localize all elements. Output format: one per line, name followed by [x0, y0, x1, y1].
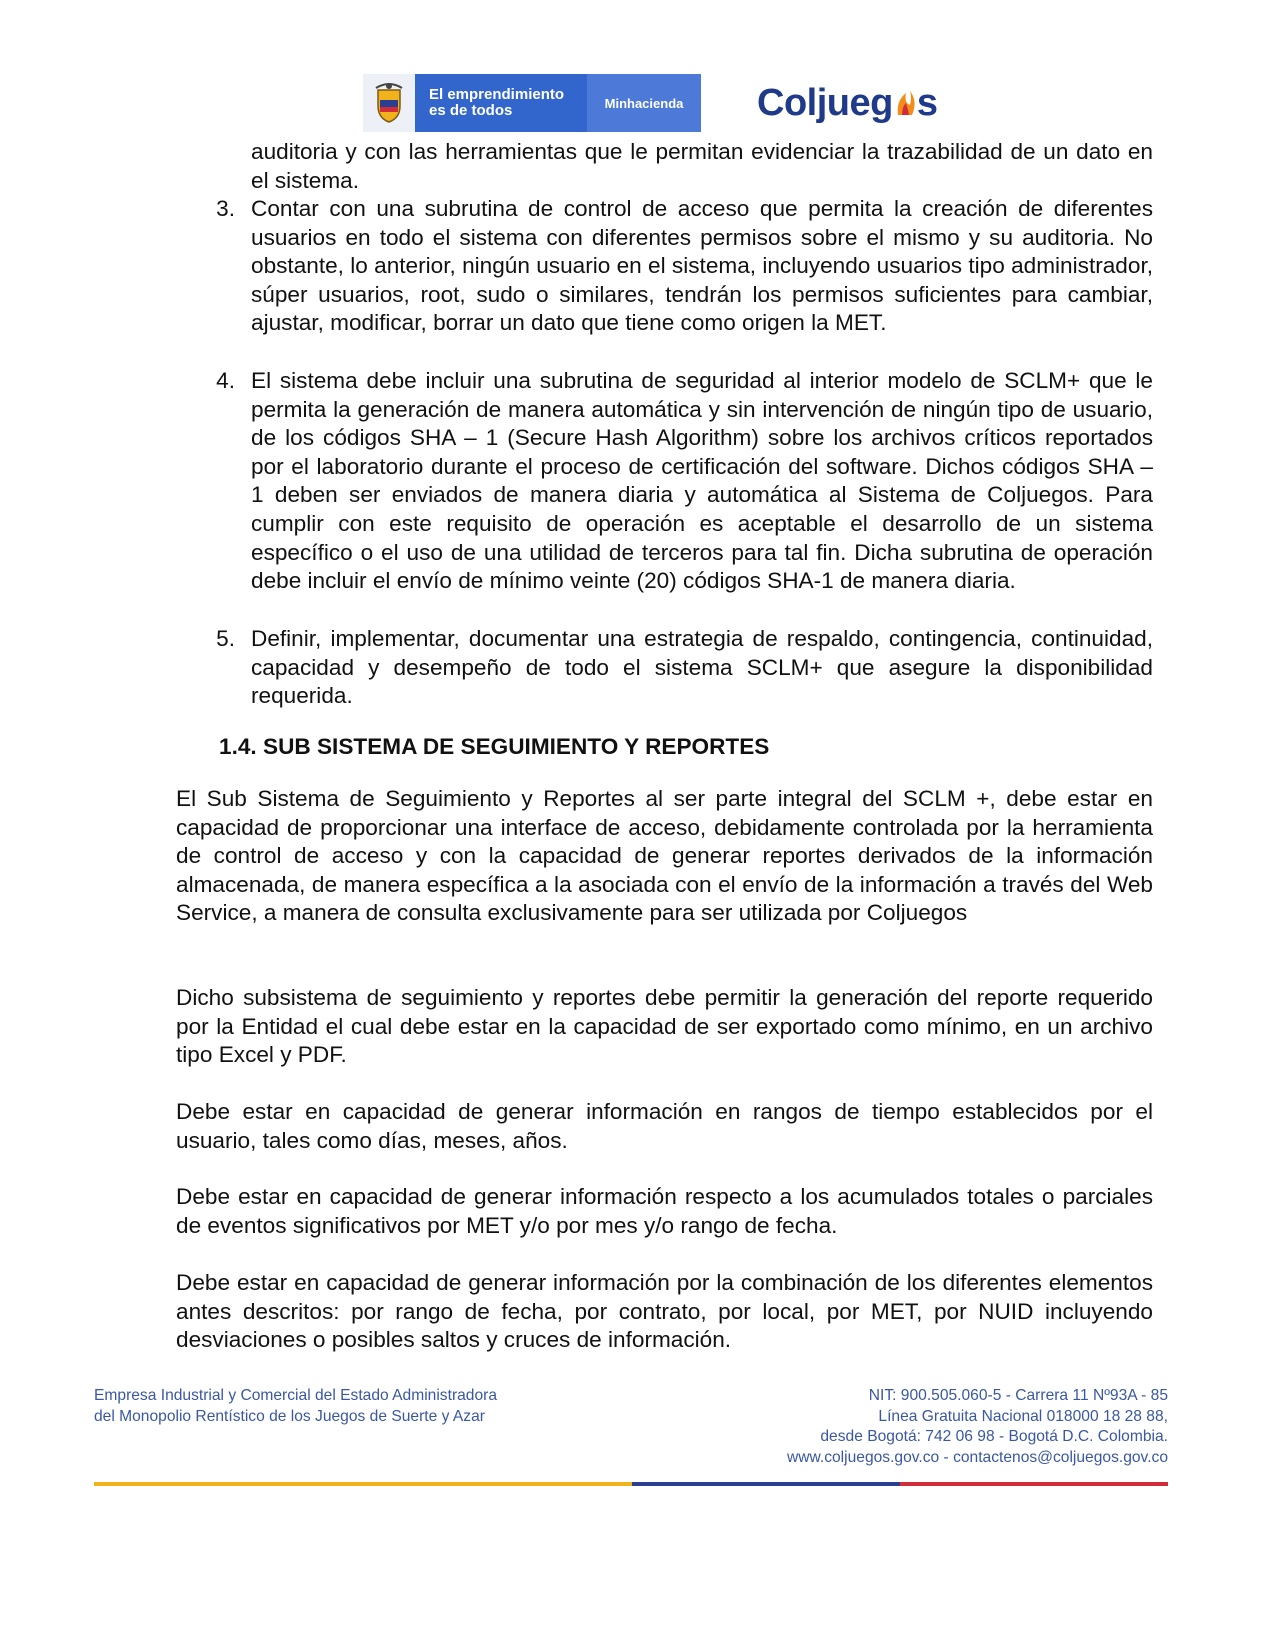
coat-of-arms-icon	[363, 74, 415, 132]
section-title: SUB SISTEMA DE SEGUIMIENTO Y REPORTES	[263, 734, 770, 759]
footer-bogota-phone: desde Bogotá: 742 06 98 - Bogotá D.C. Colombia.	[820, 1428, 1168, 1445]
brand-flame-icon	[894, 87, 916, 119]
footer-bar-yellow	[94, 1482, 632, 1486]
footer-web-email: www.coljuegos.gov.co - contactenos@coljuegos.gov.co	[786, 1448, 1168, 1466]
footer-bar-red	[900, 1482, 1168, 1486]
footer-nit-address: NIT: 900.505.060-5 - Carrera 11 Nº93A - 85	[868, 1387, 1168, 1404]
section-number: 1.4.	[219, 734, 257, 759]
motto-line-1: El emprendimiento	[429, 86, 565, 103]
list-item	[207, 195, 1153, 338]
body-paragraph: El Sub Sistema de Seguimiento y Reportes al ser parte integral del SCLM +, debe estar en capacidad de proporcionar una interface de acceso, debidamente controlada por la herramienta de control de acceso y con la capacidad de generar reportes derivados de la información almacenada, de manera específica a la asociada con el envío de la información a través del Web Service, a manera de consulta exclusivamente para ser utilizada por Coljuegos	[176, 786, 1153, 926]
list-item	[207, 367, 1153, 596]
footer-bar-blue	[632, 1482, 900, 1486]
motto-line-2: es de todos	[429, 102, 513, 119]
list-item-continuation: auditoria y con las herramientas que le permitan evidenciar la trazabilidad de un dato en el sistema.	[251, 139, 1153, 193]
body-paragraph: Dicho subsistema de seguimiento y reportes debe permitir la generación del reporte requerido por la Entidad el cual debe estar en la capacidad de ser exportado como mínimo, en un archivo tipo Excel y PDF.	[176, 985, 1153, 1068]
list-item-text: Contar con una subrutina de control de acceso que permita la creación de diferentes usuarios en todo el sistema con diferentes permisos sobre el mismo y su auditoria. No obstante, lo anterior, ningún usuario en el sistema, incluyendo usuarios tipo administrador, súper usuarios, root, sudo o similares, tendrán los permisos suficientes para cambiar, ajustar, modificar, borrar un dato que tiene como origen la MET.	[251, 196, 1153, 336]
page-header	[363, 72, 937, 134]
body-paragraph: Debe estar en capacidad de generar información por la combinación de los diferentes elementos antes descritos: por rango de fecha, por contrato, por local, por MET, por NUID incluyendo desviaciones o posibles saltos y cruces de información.	[176, 1270, 1153, 1353]
brand-text-part1: Coljueg	[757, 81, 893, 124]
list-item	[207, 625, 1153, 711]
ministry-label: Minhacienda	[587, 74, 701, 132]
list-item-number: 4.	[216, 368, 235, 393]
brand-text-part2: s	[916, 81, 938, 124]
coljuegos-logo	[757, 82, 937, 125]
list-item-number: 3.	[216, 196, 235, 221]
footer-left-line: del Monopolio Rentístico de los Juegos de Suerte y Azar	[94, 1407, 485, 1425]
list-item-number: 5.	[216, 626, 235, 651]
body-paragraph: Debe estar en capacidad de generar información en rangos de tiempo establecidos por el usuario, tales como días, meses, años.	[176, 1099, 1153, 1153]
list-item-text: Definir, implementar, documentar una estrategia de respaldo, contingencia, continuidad, capacidad y desempeño de todo el sistema SCLM+ que asegure la disponibilidad requerida.	[251, 626, 1153, 709]
government-banner-logo	[363, 74, 701, 132]
list-item-text: El sistema debe incluir una subrutina de seguridad al interior modelo de SCLM+ que le permita la generación de manera automática y sin intervención de ningún tipo de usuario, de los códigos SHA – 1 (Secure Hash Algorithm) sobre los archivos críticos reportados por el laboratorio durante el proceso de certificación del software. Dichos códigos SHA – 1 deben ser enviados de manera diaria y automática al Sistema de Coljuegos. Para cumplir con este requisito de operación es aceptable el desarrollo de un sistema específico o el uso de una utilidad de terceros para tal fin. Dicha subrutina de operación debe incluir el envío de mínimo veinte (20) códigos SHA-1 de manera diaria.	[251, 368, 1153, 594]
footer-toll-free-line: Línea Gratuita Nacional 018000 18 28 88,	[878, 1407, 1168, 1425]
footer-color-bar	[94, 1482, 1168, 1486]
government-motto	[415, 74, 587, 132]
section-heading	[219, 733, 769, 761]
footer-contact-info	[787, 1386, 1168, 1468]
footer-entity-description	[94, 1386, 497, 1427]
body-paragraph: Debe estar en capacidad de generar información respecto a los acumulados totales o parciales de eventos significativos por MET y/o por mes y/o rango de fecha.	[176, 1184, 1153, 1238]
footer-left-line: Empresa Industrial y Comercial del Estado Administradora	[94, 1387, 498, 1404]
